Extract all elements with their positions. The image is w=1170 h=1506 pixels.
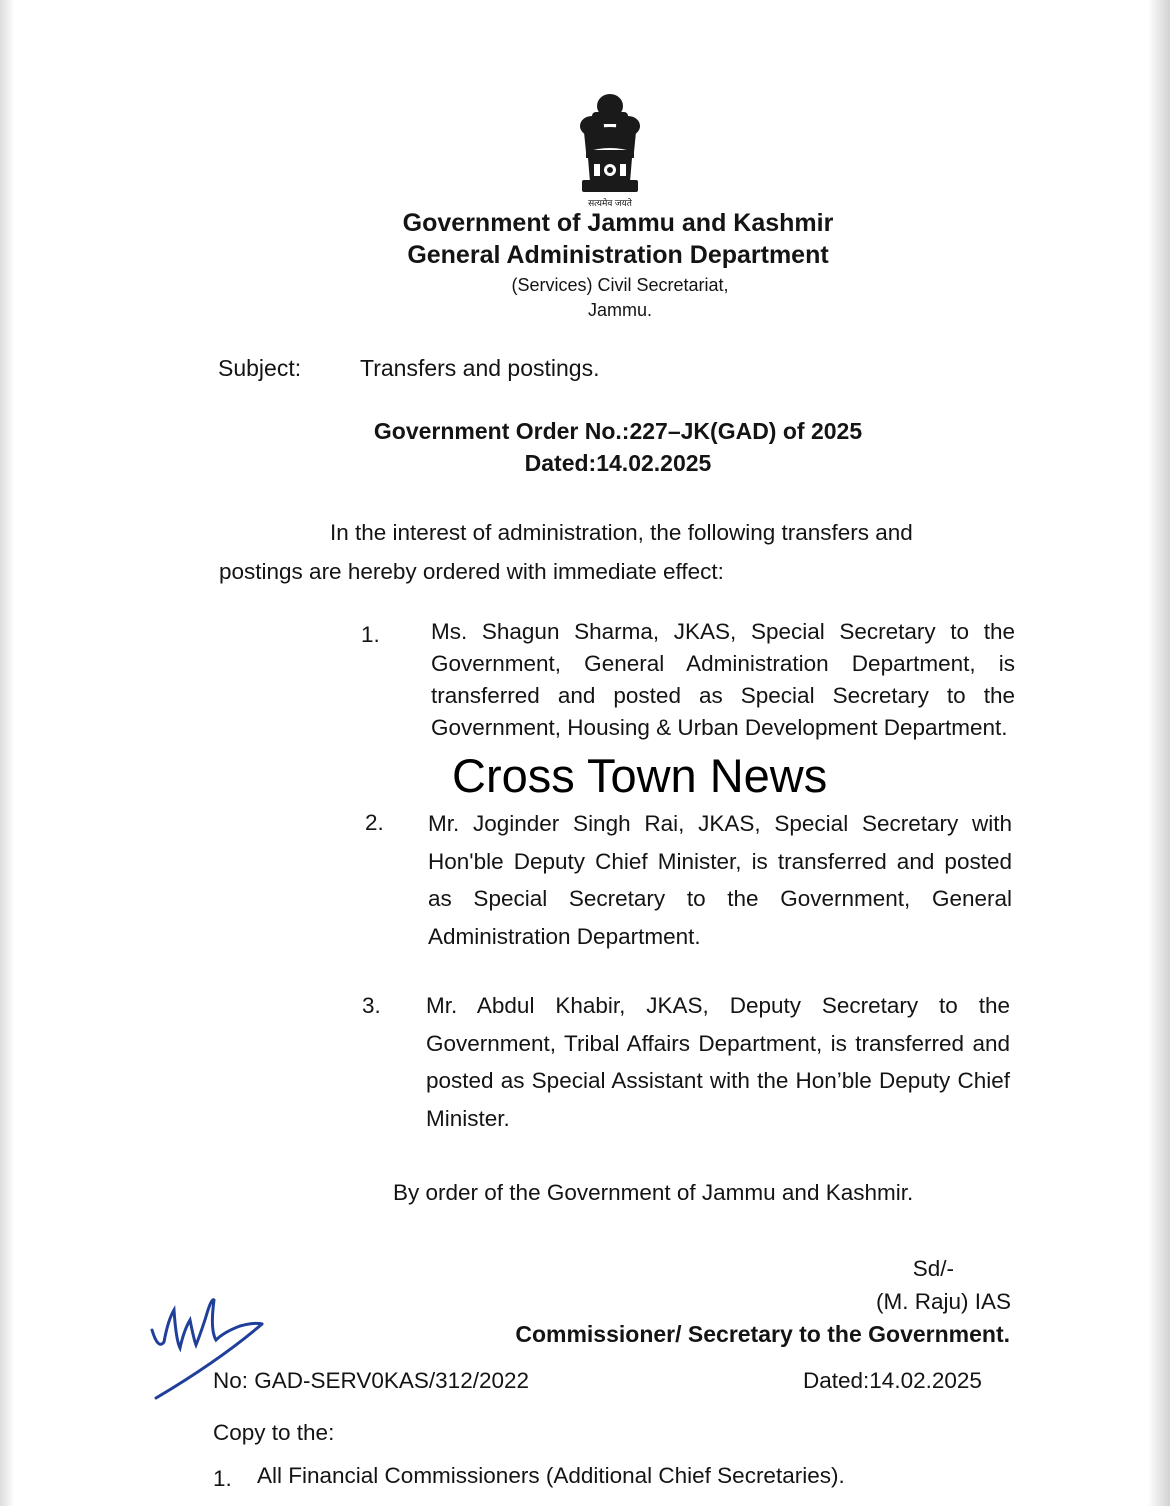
page-edge-left (0, 0, 14, 1506)
page-edge-right (1148, 0, 1170, 1506)
item-number: 3. (362, 993, 381, 1018)
subject-text: Transfers and postings. (360, 355, 600, 381)
subject-label: Subject: (218, 355, 302, 381)
order-item-text: Ms. Shagun Sharma, JKAS, Special Secretary to the Government, General Administration Department, is transferred and posted as Special Secretary to the Government, Housing & Urban Development Department. (431, 619, 1015, 740)
emblem-motto: सत्यमेव जयते (588, 198, 632, 208)
watermark-text: Cross Town News (452, 749, 828, 802)
copy-to-label: Copy to the: (213, 1420, 335, 1445)
address-line-1: (Services) Civil Secretariat, (511, 275, 729, 295)
address-line-2: Jammu. (587, 300, 652, 320)
signatory-name: (M. Raju) IAS (875, 1289, 1011, 1314)
copy-item-text: All Financial Commissioners (Additional Chief Secretaries). (257, 1463, 845, 1488)
order-number: Government Order No.:227–JK(GAD) of 2025 (373, 418, 863, 444)
order-date: Dated:14.02.2025 (524, 450, 712, 476)
national-emblem-icon (570, 92, 650, 207)
item-number: 2. (365, 810, 384, 835)
intro-line-2: postings are hereby ordered with immediate effect: (219, 559, 724, 584)
reference-date: Dated:14.02.2025 (803, 1368, 982, 1393)
closing-line: By order of the Government of Jammu and Kashmir. (393, 1180, 914, 1205)
signatory-designation: Commissioner/ Secretary to the Government. (515, 1321, 1010, 1347)
department-title: General Administration Department (407, 241, 829, 269)
order-item-text: Mr. Joginder Singh Rai, JKAS, Special Secretary with Hon'ble Deputy Chief Minister, is transferred and posted as Special Secretary to the Government, General Administration Department. (428, 811, 1012, 949)
reference-number: No: GAD-SERV0KAS/312/2022 (213, 1368, 530, 1393)
item-number: 1. (361, 622, 380, 647)
order-item-text: Mr. Abdul Khabir, JKAS, Deputy Secretary to the Government, Tribal Affairs Department, is transferred and posted as Special Assistant with the Hon’ble Deputy Chief Minister. (426, 993, 1010, 1131)
copy-item-number: 1. (213, 1466, 232, 1491)
intro-line-1: In the interest of administration, the following transfers and (330, 520, 913, 545)
sd-mark: Sd/- (912, 1256, 954, 1281)
government-title: Government of Jammu and Kashmir (402, 209, 834, 237)
